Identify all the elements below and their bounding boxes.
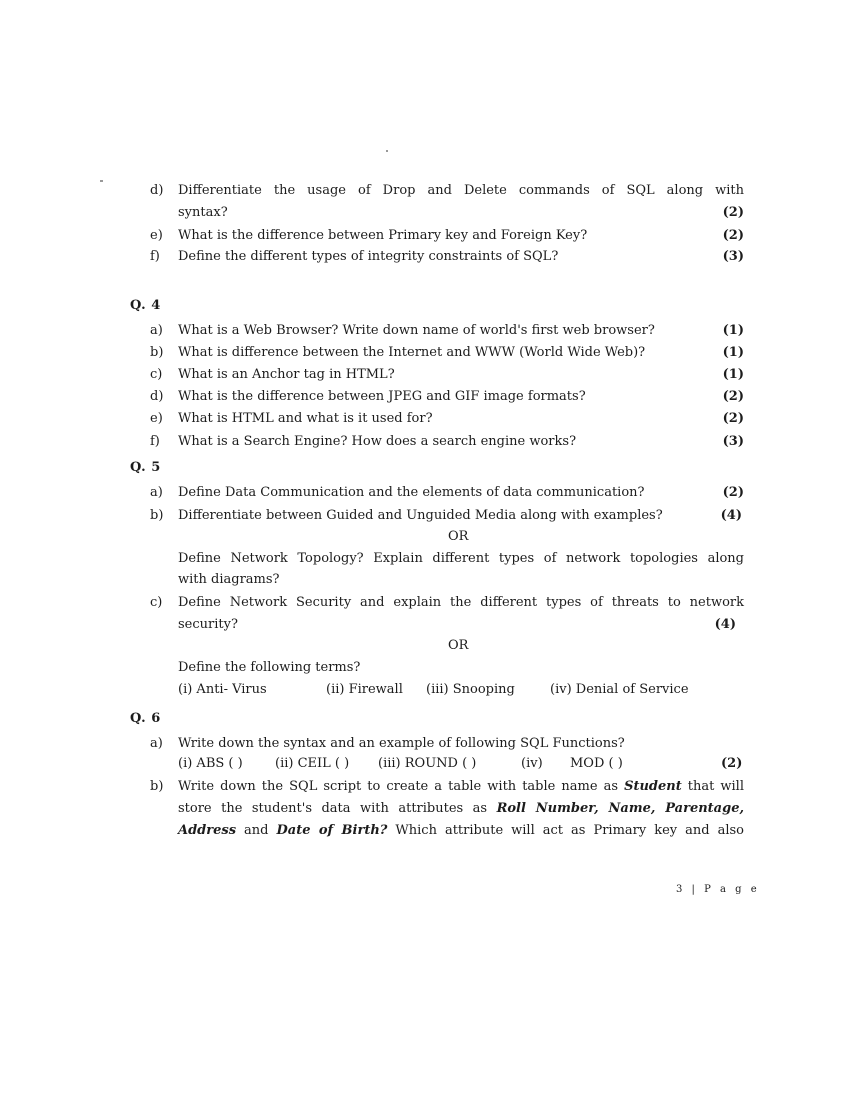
page-number: 3 | P a g e [676, 884, 760, 895]
or-separator: OR [448, 529, 469, 544]
term-item: (i) Anti- Virus [178, 682, 267, 697]
item-label: f) [150, 249, 160, 264]
item-label: c) [150, 367, 163, 382]
marks: (2) [722, 228, 744, 243]
question-text: What is the difference between JPEG and GIF image formats? [178, 389, 586, 404]
text-run-emphasis: Student [624, 779, 682, 794]
question-text: What is an Anchor tag in HTML? [178, 367, 395, 382]
question-text: Write down the syntax and an example of following SQL Functions? [178, 736, 625, 751]
function-item: (ii) CEIL ( ) [275, 756, 350, 771]
marks: (1) [722, 367, 744, 382]
marks: (1) [722, 323, 744, 338]
scan-mark [100, 180, 103, 182]
item-label: d) [150, 389, 164, 404]
question-text: Differentiate the usage of Drop and Delete commands of SQL along with [178, 183, 744, 198]
text-run-emphasis: Roll Number, Name, Parentage, [496, 801, 744, 816]
marks: (2) [722, 411, 744, 426]
question-text: with diagrams? [178, 572, 280, 587]
function-item: (iii) ROUND ( ) [378, 756, 477, 771]
marks: (2) [722, 485, 744, 500]
text-run: Which attribute will act as Primary key and also [387, 823, 744, 838]
question-text: Define Data Communication and the elements of data communication? [178, 485, 645, 500]
scan-mark [386, 150, 388, 152]
question-text [178, 798, 744, 820]
function-item: MOD ( ) [570, 756, 623, 771]
question-text: Define Network Security and explain the different types of threats to network [178, 595, 744, 610]
question-text: Differentiate between Guided and Unguided Media along with examples? [178, 508, 663, 523]
term-item: (iv) Denial of Service [550, 682, 689, 697]
function-item: (iv) [521, 756, 543, 771]
marks: (2) [722, 205, 744, 220]
marks: (3) [722, 249, 744, 264]
marks: (3) [722, 434, 744, 449]
item-label: a) [150, 736, 163, 751]
text-run: Write down the SQL script to create a table with table name as [178, 779, 625, 794]
question-5-heading: Q. 5 [130, 460, 161, 475]
item-label: a) [150, 485, 163, 500]
text-run: and [236, 823, 277, 838]
text-run: that will [681, 779, 744, 794]
question-text: What is difference between the Internet and WWW (World Wide Web)? [178, 345, 646, 360]
question-text: syntax? [178, 205, 228, 220]
item-label: b) [150, 508, 164, 523]
item-label: e) [150, 411, 163, 426]
marks: (2) [721, 756, 743, 771]
item-label: b) [150, 345, 164, 360]
question-text: What is a Search Engine? How does a search engine works? [178, 434, 577, 449]
marks: (4) [720, 508, 742, 523]
marks: (1) [722, 345, 744, 360]
question-text: security? [178, 617, 238, 632]
item-label: a) [150, 323, 163, 338]
text-run: store the student's data with attributes as [178, 801, 497, 816]
item-label: f) [150, 434, 160, 449]
question-text: Define the following terms? [178, 660, 361, 675]
item-label: b) [150, 779, 164, 794]
item-label: c) [150, 595, 163, 610]
or-separator: OR [448, 638, 469, 653]
question-text: Define Network Topology? Explain different types of network topologies along [178, 551, 744, 566]
text-run-emphasis: Address [178, 823, 237, 838]
term-item: (iii) Snooping [426, 682, 515, 697]
term-item: (ii) Firewall [326, 682, 403, 697]
item-label: d) [150, 183, 164, 198]
question-text [178, 776, 744, 798]
question-text: Define the different types of integrity constraints of SQL? [178, 249, 559, 264]
question-text [178, 820, 744, 842]
question-4-heading: Q. 4 [130, 298, 161, 313]
question-text: What is a Web Browser? Write down name of world's first web browser? [178, 323, 655, 338]
item-label: e) [150, 228, 163, 243]
function-item: (i) ABS ( ) [178, 756, 243, 771]
marks: (4) [714, 617, 736, 632]
marks: (2) [722, 389, 744, 404]
question-text: What is the difference between Primary key and Foreign Key? [178, 228, 588, 243]
question-text: What is HTML and what is it used for? [178, 411, 433, 426]
text-run-emphasis: Date of Birth? [276, 823, 388, 838]
question-6-heading: Q. 6 [130, 711, 161, 726]
